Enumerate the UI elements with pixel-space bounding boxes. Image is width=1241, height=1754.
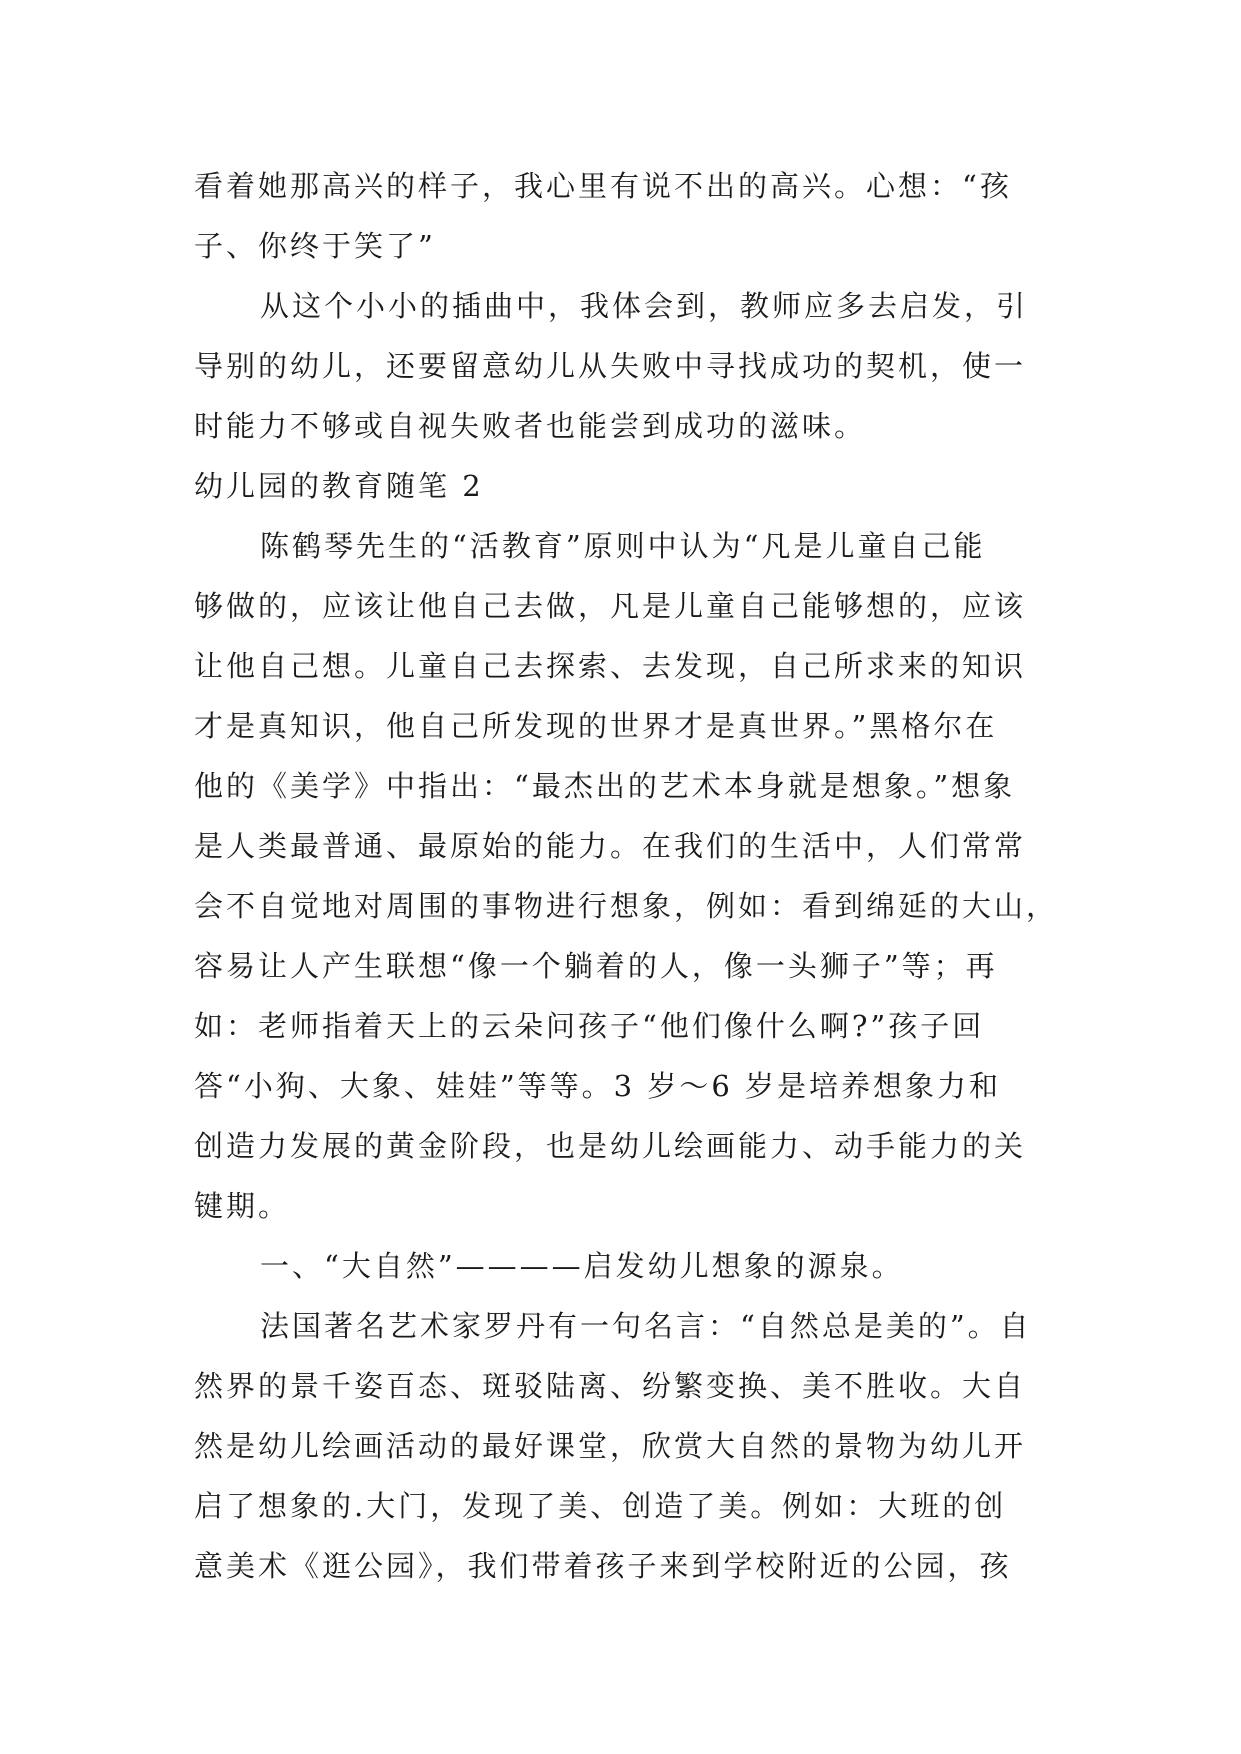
paragraph-start-line: 法国著名艺术家罗丹有一句名言：“自然总是美的”。自 bbox=[260, 1309, 1032, 1343]
text-line: 启了想象的.大门，发现了美、创造了美。例如：大班的创 bbox=[194, 1489, 1007, 1523]
paragraph-start-line: 陈鹤琴先生的“活教育”原则中认为“凡是儿童自己能 bbox=[260, 529, 986, 563]
text-line: 答“小狗、大象、娃娃”等等。3 岁～6 岁是培养想象力和 bbox=[194, 1069, 1001, 1103]
text-line: 然界的景千姿百态、斑驳陆离、纷繁变换、美不胜收。大自 bbox=[194, 1369, 1027, 1403]
text-line: 会不自觉地对周围的事物进行想象，例如：看到绵延的大山， bbox=[194, 889, 1059, 923]
text-line: 子、你终于笑了” bbox=[194, 229, 436, 263]
text-line: 容易让人产生联想“像一个躺着的人，像一头狮子”等；再 bbox=[194, 949, 998, 983]
text-line: 意美术《逛公园》，我们带着孩子来到学校附近的公园，孩 bbox=[194, 1549, 1012, 1583]
text-line: 时能力不够或自视失败者也能尝到成功的滋味。 bbox=[194, 409, 867, 443]
text-line: 键期。 bbox=[194, 1189, 291, 1223]
text-line: 导别的幼儿，还要留意幼儿从失败中寻找成功的契机，使一 bbox=[194, 349, 1027, 383]
paragraph-start-line: 从这个小小的插曲中，我体会到，教师应多去启发，引 bbox=[260, 289, 1029, 323]
text-line: 够做的，应该让他自己去做，凡是儿童自己能够想的，应该 bbox=[194, 589, 1027, 623]
document-body bbox=[194, 156, 1059, 1596]
text-line: 看着她那高兴的样子，我心里有说不出的高兴。心想：“孩 bbox=[194, 169, 1012, 203]
text-line: 他的《美学》中指出：“最杰出的艺术本身就是想象。”想象 bbox=[194, 769, 1016, 803]
text-line: 让他自己想。儿童自己去探索、去发现，自己所求来的知识 bbox=[194, 649, 1027, 683]
section-heading: 幼儿园的教育随笔 2 bbox=[194, 469, 484, 503]
text-line: 才是真知识，他自己所发现的世界才是真世界。”黑格尔在 bbox=[194, 709, 998, 743]
text-line: 创造力发展的黄金阶段，也是幼儿绘画能力、动手能力的关 bbox=[194, 1129, 1027, 1163]
subheading-line: 一、“大自然”————启发幼儿想象的源泉。 bbox=[260, 1249, 904, 1283]
text-line: 然是幼儿绘画活动的最好课堂，欣赏大自然的景物为幼儿开 bbox=[194, 1429, 1027, 1463]
text-line: 如：老师指着天上的云朵问孩子“他们像什么啊?”孩子回 bbox=[194, 1009, 985, 1043]
text-line: 是人类最普通、最原始的能力。在我们的生活中，人们常常 bbox=[194, 829, 1027, 863]
